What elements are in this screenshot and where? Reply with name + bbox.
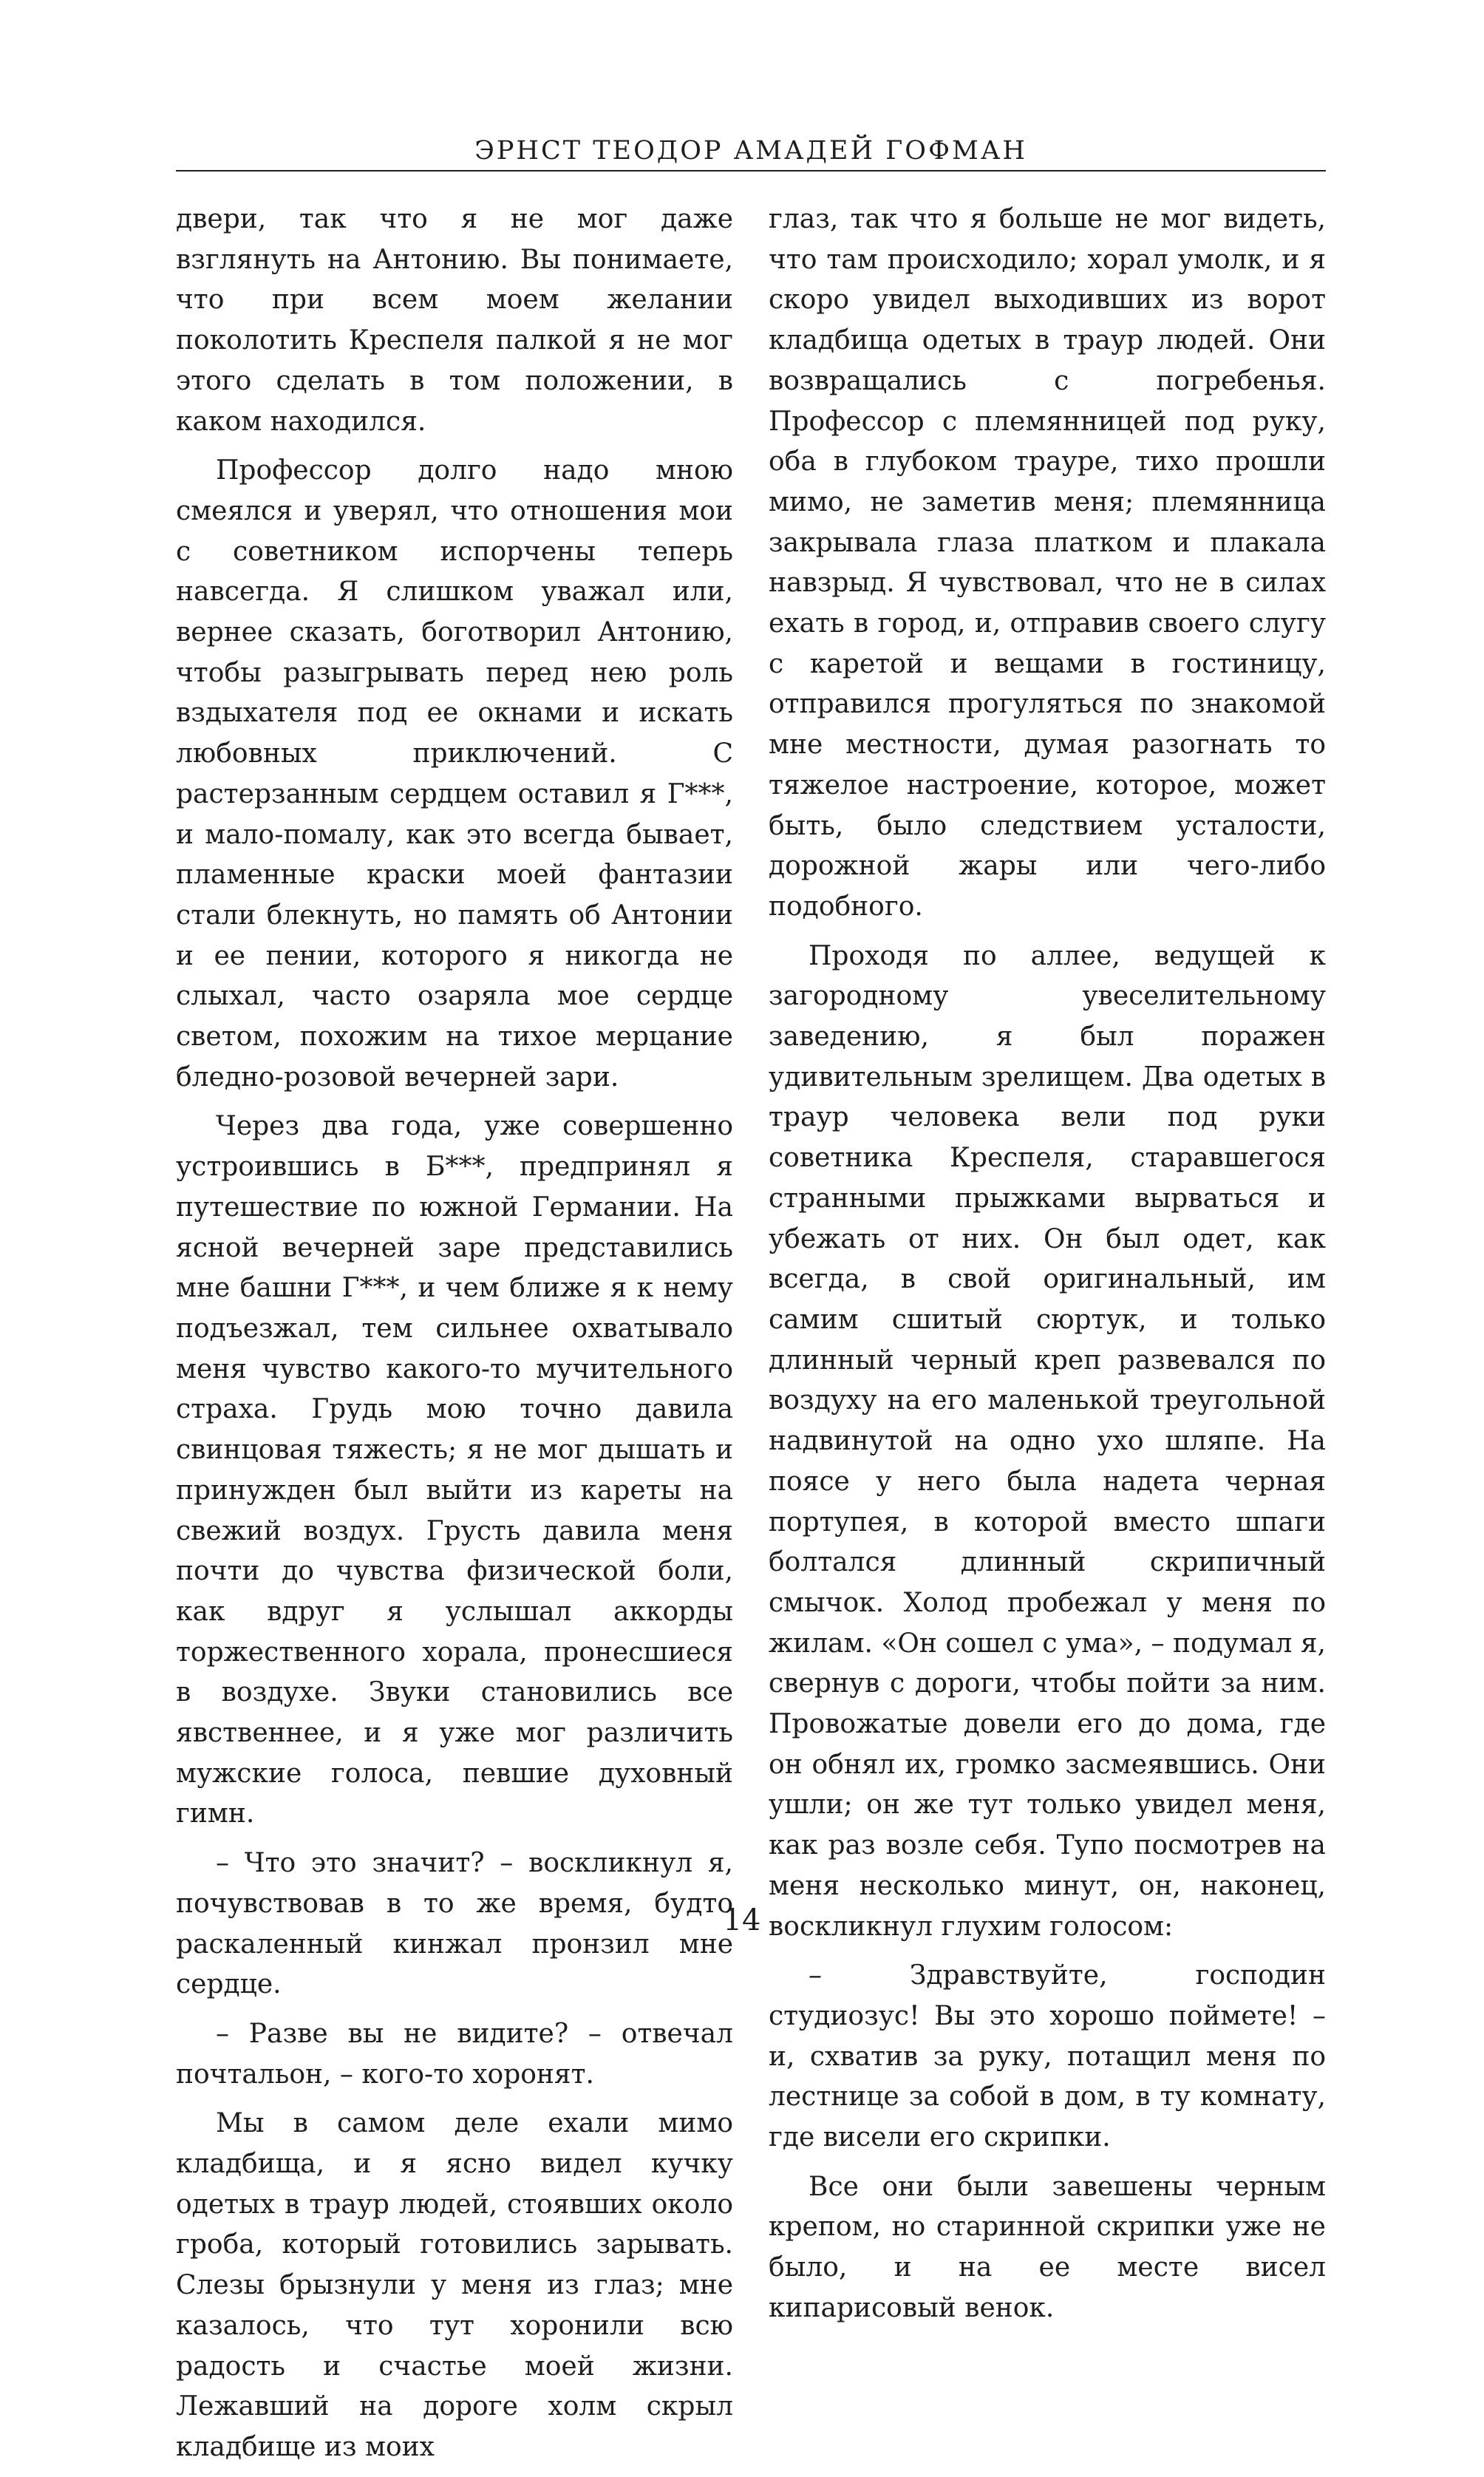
right-text-column: [769, 200, 1326, 2338]
running-head: ЭРНСТ ТЕОДОР АМАДЕЙ ГОФМАН: [474, 136, 1027, 166]
dialog-line: – Здравствуйте, господин студиозус! Вы это хорошо поймете! – и, схватив за руку, потащил меня по лестнице за собой в дом, в ту комнату, где висели его скрипки.: [769, 1960, 1326, 2153]
dialog-line: – Разве вы не видите? – отвечал почтальон, – кого-то хоронят.: [176, 2018, 733, 2090]
paragraph: глаз, так что я больше не мог видеть, что там происходило; хорал умолк, и я скоро увидел выходивших из ворот кладбища одетых в траур людей. Они возвращались с погребенья. Профессор с племянницей под руку, оба в глубоком трауре, тихо прошли мимо, не заметив меня; племянница закрывала глаза платком и плакала навзрыд. Я чувствовал, что не в силах ехать в город, и, отправив своего слугу с каретой и вещами в гостиницу, отправился прогуляться по знакомой мне местности, думая разогнать то тяжелое настроение, которое, может быть, было следствием усталости, дорожной жары или чего-либо подобного.: [769, 204, 1326, 922]
paragraph: Мы в самом деле ехали мимо кладбища, и я ясно видел кучку одетых в траур людей, стоявших около гроба, который готовились зарывать. Слезы брызнули у меня из глаз; мне казалось, что тут хоронили всю радость и счастье моей жизни. Лежавший на дороге холм скрыл кладбище из моих: [176, 2108, 733, 2462]
header-rule: [176, 170, 1326, 171]
dialog-line: – Что это значит? – воскликнул я, почувствовав в то же время, будто раскаленный кинжал пронзил мне сердце.: [176, 1848, 733, 2000]
paragraph: Проходя по аллее, ведущей к загородному увеселительному заведению, я был поражен удивительным зрелищем. Два одетых в траур человека вели под руки советника Креспеля, старавшегося странными прыжками вырваться и убежать от них. Он был одет, как всегда, в свой оригинальный, им самим сшитый сюртук, и только длинный черный креп развевался по воздуху на его маленькой треугольной надвинутой на одно ухо шляпе. На поясе у него была надета черная портупея, в которой вместо шпаги болтался длинный скрипичный смычок. Холод пробежал у меня по жилам. «Он сошел с ума», – подумал я, свернув с дороги, чтобы пойти за ним. Провожатые довели его до дома, где он обнял их, громко засмеявшись. Они ушли; он же тут только увидел меня, как раз возле себя. Тупо посмотрев на меня несколько минут, он, наконец, воскликнул глухим голосом:: [769, 940, 1326, 1942]
paragraph: двери, так что я не мог даже взглянуть на Антонию. Вы понимаете, что при всем моем желании поколотить Креспеля палкой я не мог этого сделать в том положении, в каком находился.: [176, 204, 733, 437]
paragraph: Через два года, уже совершенно устроившись в Б***, предпринял я путешествие по южной Германии. На ясной вечерней заре представились мне башни Г***, и чем ближе я к нему подъезжал, тем сильнее охватывало меня чувство какого-то мучительного страха. Грудь мою точно давила свинцовая тяжесть; я не мог дышать и принужден был выйти из кареты на свежий воздух. Грусть давила меня почти до чувства физической боли, как вдруг я услышал аккорды торжественного хорала, пронесшиеся в воздухе. Звуки становились все явственнее, и я уже мог различить мужские голоса, певшие духовный гимн.: [176, 1111, 733, 1829]
left-text-column: [176, 200, 733, 2477]
paragraph: Все они были завешены черным крепом, но старинной скрипки уже не было, и на ее месте висел кипарисовый венок.: [769, 2171, 1326, 2323]
paragraph: Профессор долго надо мною смеялся и уверял, что отношения мои с советником испорчены теперь навсегда. Я слишком уважал или, вернее сказать, боготворил Антонию, чтобы разыгрывать перед нею роль вздыхателя под ее окнами и искать любовных приключений. С растерзанным сердцем оставил я Г***, и мало-помалу, как это всегда бывает, пламенные краски моей фантазии стали блекнуть, но память об Антонии и ее пении, которого я никогда не слыхал, часто озаряла мое сердце светом, похожим на тихое мерцание бледно-розовой вечерней зари.: [176, 455, 733, 1093]
page-number: 14: [723, 1903, 761, 1937]
